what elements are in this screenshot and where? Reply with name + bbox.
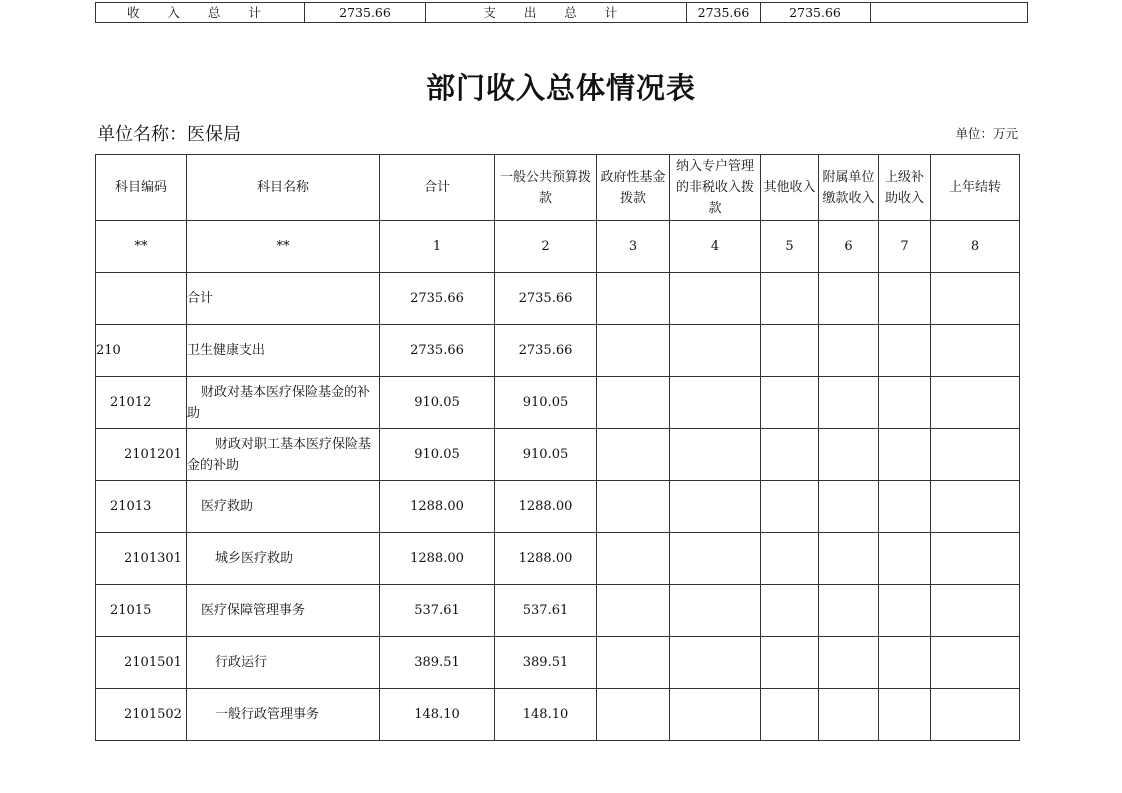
- header-cell: 科目编码: [96, 155, 187, 221]
- index-cell: 1: [380, 221, 495, 273]
- table-row: [96, 325, 1020, 377]
- empty-cell: [597, 273, 670, 325]
- empty-cell: [819, 481, 879, 533]
- general-budget-value: 1288.00: [495, 481, 597, 533]
- empty-cell: [597, 377, 670, 429]
- subject-name: 城乡医疗救助: [187, 533, 380, 585]
- empty-cell: [819, 273, 879, 325]
- table-row: [96, 377, 1020, 429]
- empty-cell: [597, 533, 670, 585]
- subject-code: 2101501: [96, 637, 187, 689]
- empty-cell: [879, 429, 931, 481]
- empty-cell: [670, 637, 761, 689]
- header-row: [96, 155, 1020, 221]
- empty-cell: [670, 689, 761, 741]
- empty-cell: [879, 325, 931, 377]
- subject-code: 210: [96, 325, 187, 377]
- empty-cell: [819, 377, 879, 429]
- subject-code: 21012: [96, 377, 187, 429]
- empty-cell: [670, 325, 761, 377]
- empty-cell: [597, 585, 670, 637]
- general-budget-value: 910.05: [495, 377, 597, 429]
- table-row: [96, 637, 1020, 689]
- empty-cell: [597, 325, 670, 377]
- total-value: 389.51: [380, 637, 495, 689]
- empty-cell: [597, 481, 670, 533]
- empty-cell: [879, 533, 931, 585]
- empty-cell: [931, 585, 1020, 637]
- page-title: 部门收入总体情况表: [425, 71, 696, 105]
- empty-cell: [670, 533, 761, 585]
- empty-cell: [931, 325, 1020, 377]
- empty-cell: [597, 429, 670, 481]
- empty-cell: [879, 585, 931, 637]
- empty-cell: [761, 325, 819, 377]
- total-value: 2735.66: [380, 273, 495, 325]
- table-row: [96, 429, 1020, 481]
- index-cell: 2: [495, 221, 597, 273]
- header-cell: 政府性基金拨款: [597, 155, 670, 221]
- table-row: [96, 481, 1020, 533]
- subject-code: 21015: [96, 585, 187, 637]
- empty-cell: [819, 325, 879, 377]
- empty-cell: [670, 481, 761, 533]
- subject-code: [96, 273, 187, 325]
- empty-cell: [670, 273, 761, 325]
- general-budget-value: 389.51: [495, 637, 597, 689]
- index-cell: 5: [761, 221, 819, 273]
- empty-cell: [819, 637, 879, 689]
- empty-cell: [761, 377, 819, 429]
- index-cell: 4: [670, 221, 761, 273]
- subject-code: 2101201: [96, 429, 187, 481]
- total-value: 148.10: [380, 689, 495, 741]
- table-row: [96, 585, 1020, 637]
- subject-name: 财政对基本医疗保险基金的补助: [187, 377, 380, 429]
- summary-row: [96, 3, 1028, 23]
- subject-name: 卫生健康支出: [187, 325, 380, 377]
- subject-name: 医疗救助: [187, 481, 380, 533]
- empty-cell: [879, 689, 931, 741]
- header-cell: 附属单位缴款收入: [819, 155, 879, 221]
- empty-cell: [931, 481, 1020, 533]
- subject-code: 21013: [96, 481, 187, 533]
- header-cell: 上年结转: [931, 155, 1020, 221]
- empty-cell: [597, 637, 670, 689]
- index-row: [96, 221, 1020, 273]
- empty-cell: [819, 533, 879, 585]
- index-cell: 6: [819, 221, 879, 273]
- expense-total-label: 支 出 总 计: [426, 3, 687, 23]
- header-cell: 上级补助收入: [879, 155, 931, 221]
- empty-cell: [931, 689, 1020, 741]
- total-value: 2735.66: [380, 325, 495, 377]
- unit-note: 单位：万元: [955, 126, 1018, 141]
- total-value: 910.05: [380, 377, 495, 429]
- header-cell: 其他收入: [761, 155, 819, 221]
- header-cell: 纳入专户管理的非税收入拨款: [670, 155, 761, 221]
- empty-cell: [819, 429, 879, 481]
- general-budget-value: 910.05: [495, 429, 597, 481]
- index-cell: 8: [931, 221, 1020, 273]
- income-total-value: 2735.66: [304, 3, 425, 23]
- empty-cell: [761, 429, 819, 481]
- index-cell: **: [187, 221, 380, 273]
- empty-cell: [931, 637, 1020, 689]
- subject-code: 2101502: [96, 689, 187, 741]
- summary-table: [95, 2, 1028, 23]
- empty-cell: [761, 689, 819, 741]
- total-value: 1288.00: [380, 533, 495, 585]
- empty-cell: [761, 481, 819, 533]
- subject-code: 2101301: [96, 533, 187, 585]
- index-cell: 7: [879, 221, 931, 273]
- subject-name: 医疗保障管理事务: [187, 585, 380, 637]
- table-row: [96, 273, 1020, 325]
- empty-cell: [819, 689, 879, 741]
- header-cell: 科目名称: [187, 155, 380, 221]
- empty-cell: [761, 585, 819, 637]
- empty-cell: [931, 377, 1020, 429]
- header-cell: 一般公共预算拨款: [495, 155, 597, 221]
- empty-cell: [879, 637, 931, 689]
- empty-cell: [879, 377, 931, 429]
- empty-cell: [879, 273, 931, 325]
- total-value: 1288.00: [380, 481, 495, 533]
- subject-name: 财政对职工基本医疗保险基金的补助: [187, 429, 380, 481]
- general-budget-value: 2735.66: [495, 273, 597, 325]
- empty-cell: [931, 429, 1020, 481]
- unit-name: 单位名称：医保局: [97, 124, 241, 145]
- expense-total-value-a: 2735.66: [687, 3, 760, 23]
- empty-cell: [879, 481, 931, 533]
- subject-name: 行政运行: [187, 637, 380, 689]
- general-budget-value: 537.61: [495, 585, 597, 637]
- empty-cell: [761, 273, 819, 325]
- table-row: [96, 689, 1020, 741]
- general-budget-value: 2735.66: [495, 325, 597, 377]
- total-value: 537.61: [380, 585, 495, 637]
- empty-cell: [670, 377, 761, 429]
- empty-cell: [761, 533, 819, 585]
- empty-cell: [670, 585, 761, 637]
- income-table: [95, 154, 1020, 741]
- empty-cell: [761, 637, 819, 689]
- subject-name: 一般行政管理事务: [187, 689, 380, 741]
- table-row: [96, 533, 1020, 585]
- header-cell: 合计: [380, 155, 495, 221]
- summary-extra-cell: [870, 3, 1027, 23]
- general-budget-value: 148.10: [495, 689, 597, 741]
- empty-cell: [597, 689, 670, 741]
- empty-cell: [670, 429, 761, 481]
- general-budget-value: 1288.00: [495, 533, 597, 585]
- income-total-label: 收 入 总 计: [96, 3, 305, 23]
- expense-total-value-b: 2735.66: [760, 3, 870, 23]
- index-cell: 3: [597, 221, 670, 273]
- empty-cell: [931, 273, 1020, 325]
- index-cell: **: [96, 221, 187, 273]
- empty-cell: [931, 533, 1020, 585]
- empty-cell: [819, 585, 879, 637]
- total-value: 910.05: [380, 429, 495, 481]
- subject-name: 合计: [187, 273, 380, 325]
